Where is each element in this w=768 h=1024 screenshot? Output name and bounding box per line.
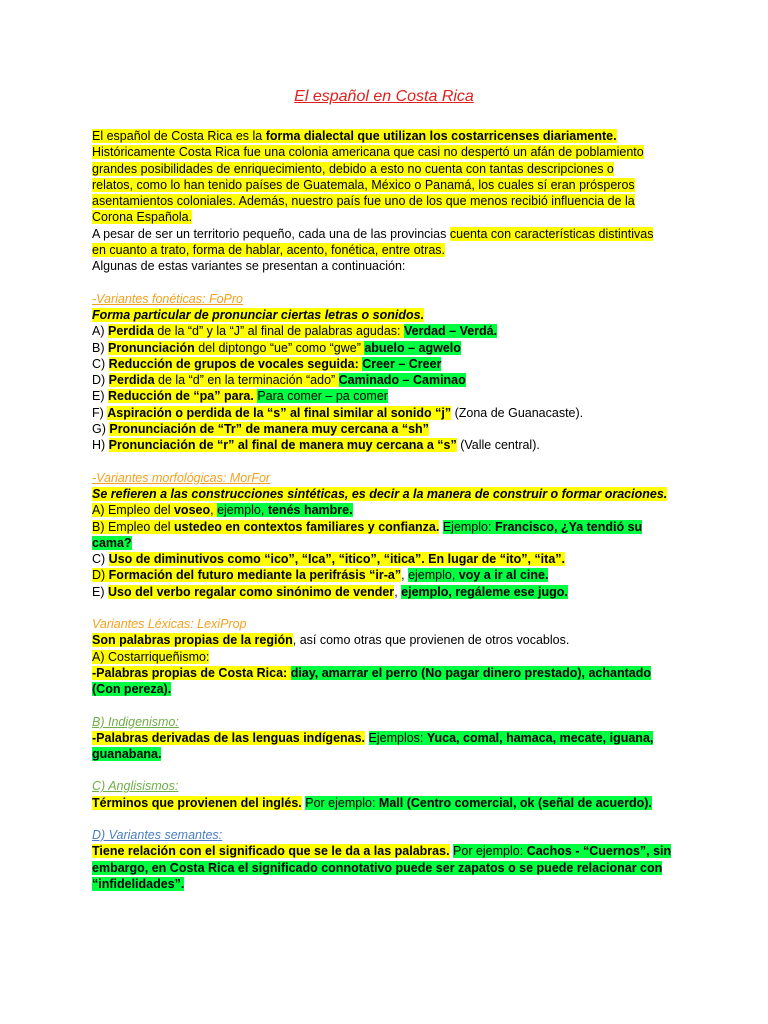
item-example-label: Ejemplo: [442,519,495,534]
section-heading-indigenismo: B) Indigenismo: [92,714,179,729]
item-example: Francisco, ¿Ya tendió su [494,519,643,534]
item-term: Pronunciación de “Tr” de manera muy cercana a “sh” [109,422,429,437]
item-term: Pronunciación [107,340,195,355]
item-term: voseo [173,503,211,518]
list-item [92,519,682,535]
list-item [92,323,682,339]
list-item [92,843,682,859]
item-example: tenés hambre. [267,503,353,518]
item-example: cama? [92,535,132,550]
intro-line [92,209,682,225]
item-marker: D) [92,373,109,388]
list-item [92,388,682,404]
document-body [92,128,682,892]
item-text: de la “d” y la “J” al final de palabras agudas: [153,324,404,339]
item-marker: G) [92,422,110,437]
item-term: Tiene relación con el significado que se le da a las palabras. [92,844,450,859]
item-text: (Zona de Guanacaste). [451,405,584,420]
item-example-label: Por ejemplo: [305,795,379,810]
intro-text: El español de Costa Rica es la [92,129,266,143]
item-example: Yuca, comal, hamaca, mecate, iguana, [426,730,654,745]
item-term: Uso de diminutivos como “ico”, “Ica”, “itico”, “itica”. En lugar de “ito”, “ita”. [108,552,565,567]
intro-text: Históricamente Costa Rica fue una colonia americana que casi no despertó un afán de poblamiento [92,145,644,160]
item-marker: F) [92,405,108,420]
section-heading-morfologicas: -Variantes morfológicas: MorFor [92,470,271,485]
intro-line [92,144,682,160]
section-heading-semantes: D) Variantes semantes: [92,827,223,842]
intro-highlight: cuenta con características distintivas [449,226,654,241]
item-term: Formación del futuro mediante la perifrásis “ir-a” [108,568,402,583]
list-item [92,405,682,421]
item-example: guanabana. [92,747,162,762]
item-example: (Con pereza). [92,682,172,697]
item-example: diay, amarrar el perro (No pagar dinero prestado), achantado [290,665,651,680]
item-text: A) Costarriqueñismo: [92,649,210,664]
list-item [92,356,682,372]
intro-line [92,258,682,274]
item-example: embargo, en Costa Rica el significado connotativo puede ser zapatos o se puede relacionar con [92,860,663,875]
intro-text: A pesar de ser un territorio pequeño, cada una de las provincias [92,226,450,241]
intro-line [92,161,682,177]
intro-text: Algunas de estas variantes se presentan a continuación: [92,259,406,274]
item-example: Creer – Creer [362,356,442,371]
item-text: B) Empleo del [92,519,174,534]
intro-text: Corona Española. [92,210,193,225]
item-example-label: ejemplo, [217,503,268,518]
item-example: Caminado – Caminao [338,373,466,388]
intro-line [92,226,682,242]
page-title: El español en Costa Rica [294,88,474,105]
item-text: , [394,584,402,599]
section-heading-lexicas: Variantes Léxicas: LexiProp [92,617,247,632]
list-item-continued [92,746,682,762]
list-item [92,437,682,453]
item-marker: B) [92,340,108,355]
item-text: del diptongo “ue” como “gwe” [194,340,365,355]
item-example-label: ejemplo, [408,568,459,583]
section-heading-foneticas: -Variantes fonéticas: FoPro [92,291,243,306]
item-example-label: Ejemplos: [368,730,427,745]
list-item [92,551,682,567]
list-item [92,421,682,437]
list-item [92,584,682,600]
intro-line [92,193,682,209]
item-term: Reducción de grupos de vocales seguida: [108,356,363,371]
item-term: ustedeo en contextos familiares y confianza. [173,519,440,534]
intro-line [92,177,682,193]
list-item-continued [92,535,682,551]
item-example: voy a ir al cine. [458,568,549,583]
definition-text: Forma particular de pronunciar ciertas letras o sonidos. [92,307,425,322]
item-term: Perdida [107,324,154,339]
list-item [92,502,682,518]
item-term: Uso del verbo regalar como sinónimo de vender [107,584,395,599]
list-item [92,795,682,811]
item-example: Cachos - “Cuernos”, sin [526,844,672,859]
list-item [92,649,682,665]
item-term: Reducción de “pa” para. [107,389,258,404]
item-example: Para comer – pa comer [257,389,388,404]
item-term: -Palabras derivadas de las lenguas indígenas. [92,730,366,745]
list-item [92,730,682,746]
item-example: ejemplo, regáleme ese jugo. [401,584,568,599]
list-item [92,665,682,681]
definition-text: Son palabras propias de la región [92,633,293,648]
item-term: Perdida [108,373,155,388]
list-item-continued [92,876,682,892]
list-item-continued [92,681,682,697]
item-marker: A) [92,324,108,339]
intro-text: grandes posibilidades de enriquecimiento, debido a esto no cuenta con tantas descripciones o [92,161,614,176]
item-example-label: Por ejemplo: [453,844,527,859]
list-item [92,340,682,356]
item-example: “infidelidades”. [92,876,185,891]
list-item [92,372,682,388]
section-definition [92,486,682,502]
intro-text: asentamientos coloniales. Además, nuestro país fue uno de los que menos recibió influencia de la [92,194,635,209]
section-definition [92,307,682,323]
intro-line [92,242,682,258]
item-term: Aspiración o perdida de la “s” al final similar al sonido “j” [107,405,452,420]
item-marker: C) [92,552,109,567]
item-text: , [401,568,409,583]
item-text: de la “d” en la terminación “ado” [154,373,339,388]
item-marker: C) [92,356,109,371]
item-term: -Palabras propias de Costa Rica: [92,665,291,680]
item-term: Pronunciación de “r” al final de manera muy cercana a “s” [108,438,457,453]
definition-text: Se refieren a las construcciones sintéticas, es decir a la manera de construir o formar oraciones. [92,486,668,501]
item-example: abuelo – agwelo [364,340,461,355]
list-item [92,567,682,583]
item-space [365,731,368,745]
item-text: , [210,503,218,518]
item-marker: E) [92,389,108,404]
item-term: Términos que provienen del inglés. [92,795,302,810]
item-example: Mall (Centro comercial, ok (señal de acuerdo). [378,795,652,810]
intro-line [92,128,682,144]
item-text: (Valle central). [456,438,540,453]
intro-text: en cuanto a trato, forma de hablar, acento, fonética, entre otras. [92,243,445,258]
item-text: A) Empleo del [92,503,174,518]
section-definition [92,632,682,648]
intro-highlight: forma dialectal que utilizan los costarricenses diariamente. [265,129,617,143]
item-marker: E) [92,584,108,599]
item-marker: D) [92,568,109,583]
item-marker: H) [92,438,109,453]
section-heading-anglisismos: C) Anglisismos: [92,779,179,794]
intro-text: relatos, como lo han tenido países de Guatemala, México o Panamá, los cuales sí eran prósperos [92,177,635,192]
item-example: Verdad – Verdá. [403,324,498,339]
list-item-continued [92,860,682,876]
definition-text: , así como otras que provienen de otros vocablos. [292,633,570,648]
